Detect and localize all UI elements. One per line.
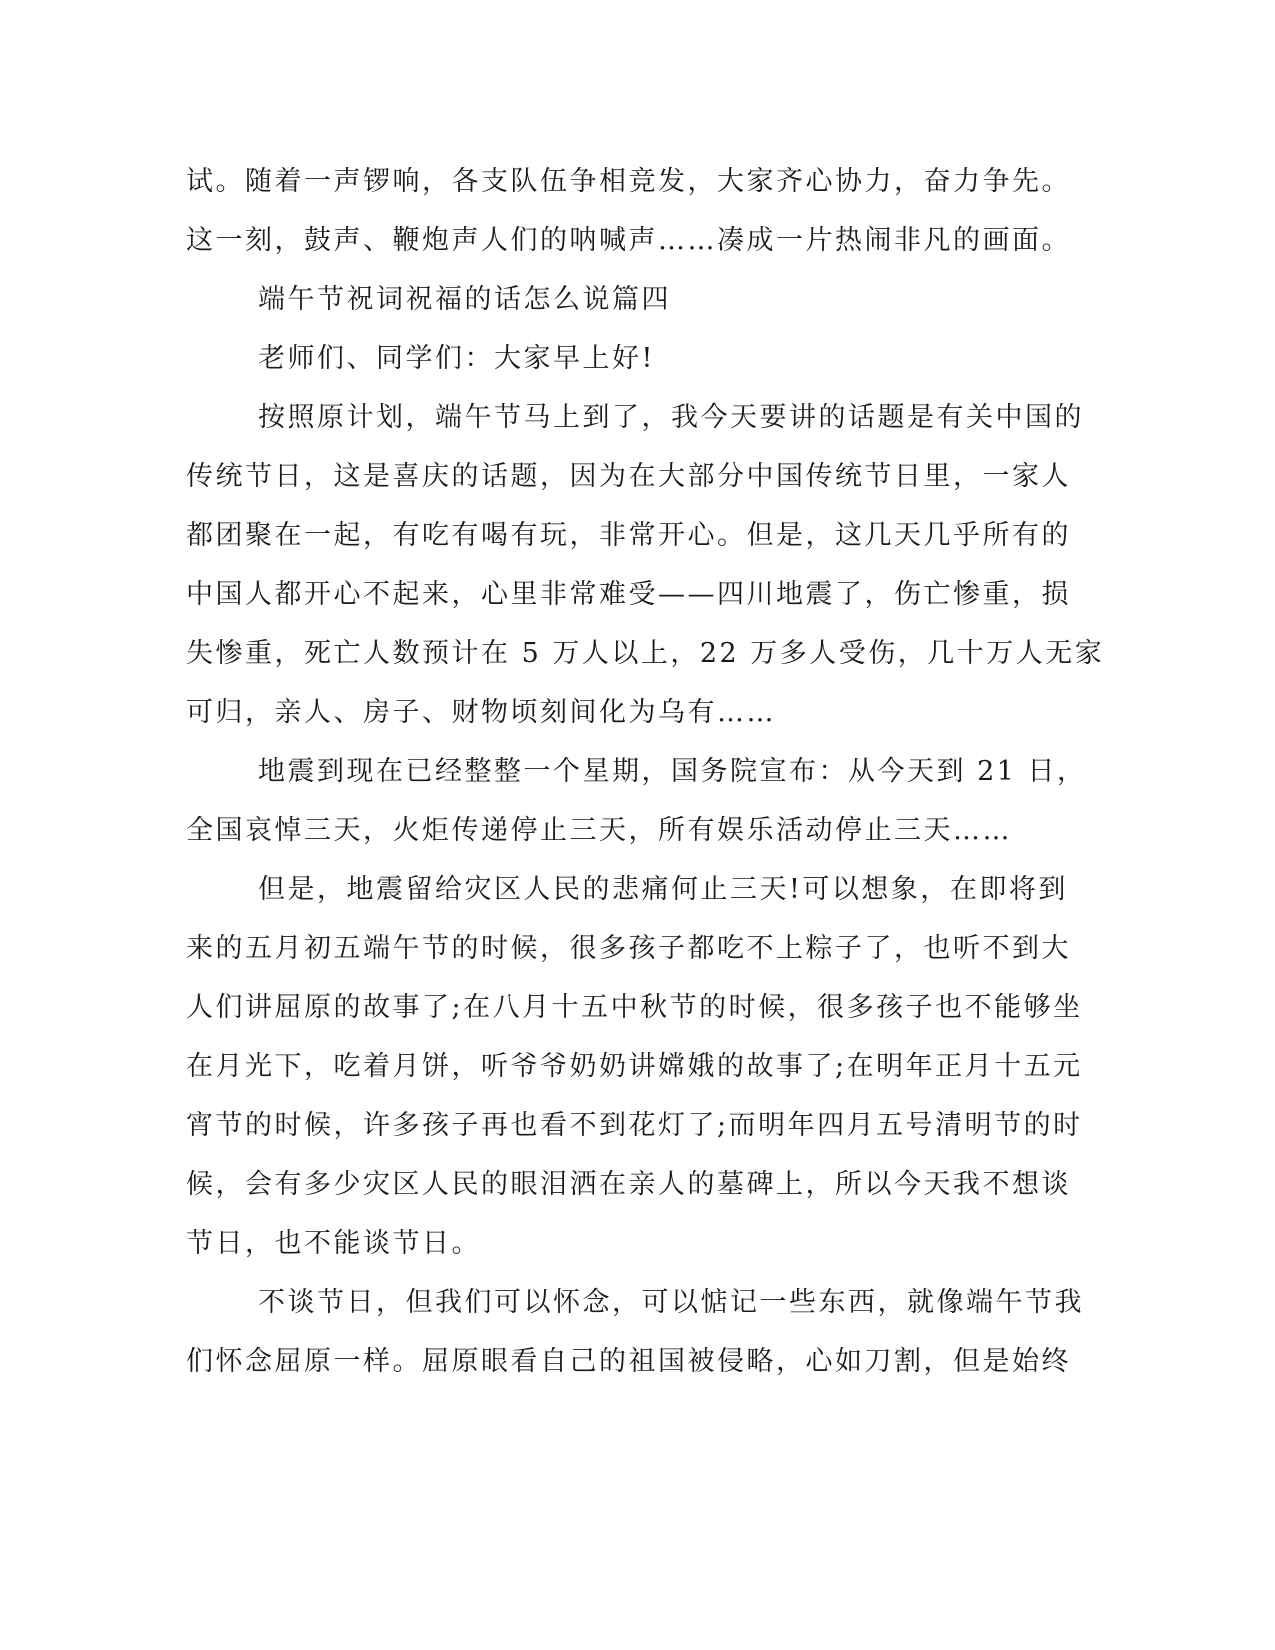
text-line: 这一刻，鼓声、鞭炮声人们的呐喊声……凑成一片热闹非凡的画面。 <box>186 225 1071 256</box>
text-line: 但是，地震留给灾区人民的悲痛何止三天!可以想象，在即将到 <box>258 874 1068 905</box>
text-line: 按照原计划，端午节马上到了，我今天要讲的话题是有关中国的 <box>258 402 1084 433</box>
text-line: 们怀念屈原一样。屈原眼看自己的祖国被侵略，心如刀割，但是始终 <box>186 1346 1071 1377</box>
text-line: 候，会有多少灾区人民的眼泪洒在亲人的墓碑上，所以今天我不想谈 <box>186 1169 1071 1200</box>
text-line: 全国哀悼三天，火炬传递停止三天，所有娱乐活动停止三天…… <box>186 815 1012 846</box>
text-line: 试。随着一声锣响，各支队伍争相竞发，大家齐心协力，奋力争先。 <box>186 166 1071 197</box>
section-heading: 端午节祝词祝福的话怎么说篇四 <box>258 284 671 315</box>
text-line: 节日，也不能谈节日。 <box>186 1228 481 1259</box>
text-line: 在月光下，吃着月饼，听爷爷奶奶讲嫦娥的故事了;在明年正月十五元 <box>186 1051 1083 1082</box>
greeting-line: 老师们、同学们：大家早上好! <box>258 343 655 374</box>
text-line: 失惨重，死亡人数预计在 5 万人以上，22 万多人受伤，几十万人无家 <box>186 638 1105 669</box>
text-line: 宵节的时候，许多孩子再也看不到花灯了;而明年四月五号清明节的时 <box>186 1110 1083 1141</box>
text-line: 可归，亲人、房子、财物顷刻间化为乌有…… <box>186 697 776 728</box>
text-line: 不谈节日，但我们可以怀念，可以惦记一些东西，就像端午节我 <box>258 1287 1084 1318</box>
text-line: 人们讲屈原的故事了;在八月十五中秋节的时候，很多孩子也不能够坐 <box>186 992 1083 1023</box>
text-line: 来的五月初五端午节的时候，很多孩子都吃不上粽子了，也听不到大 <box>186 933 1071 964</box>
text-line: 地震到现在已经整整一个星期，国务院宣布：从今天到 21 日， <box>258 756 1087 787</box>
text-line: 都团聚在一起，有吃有喝有玩，非常开心。但是，这几天几乎所有的 <box>186 520 1071 551</box>
text-line: 传统节日，这是喜庆的话题，因为在大部分中国传统节日里，一家人 <box>186 461 1071 492</box>
text-line: 中国人都开心不起来，心里非常难受——四川地震了，伤亡惨重，损 <box>186 579 1071 610</box>
